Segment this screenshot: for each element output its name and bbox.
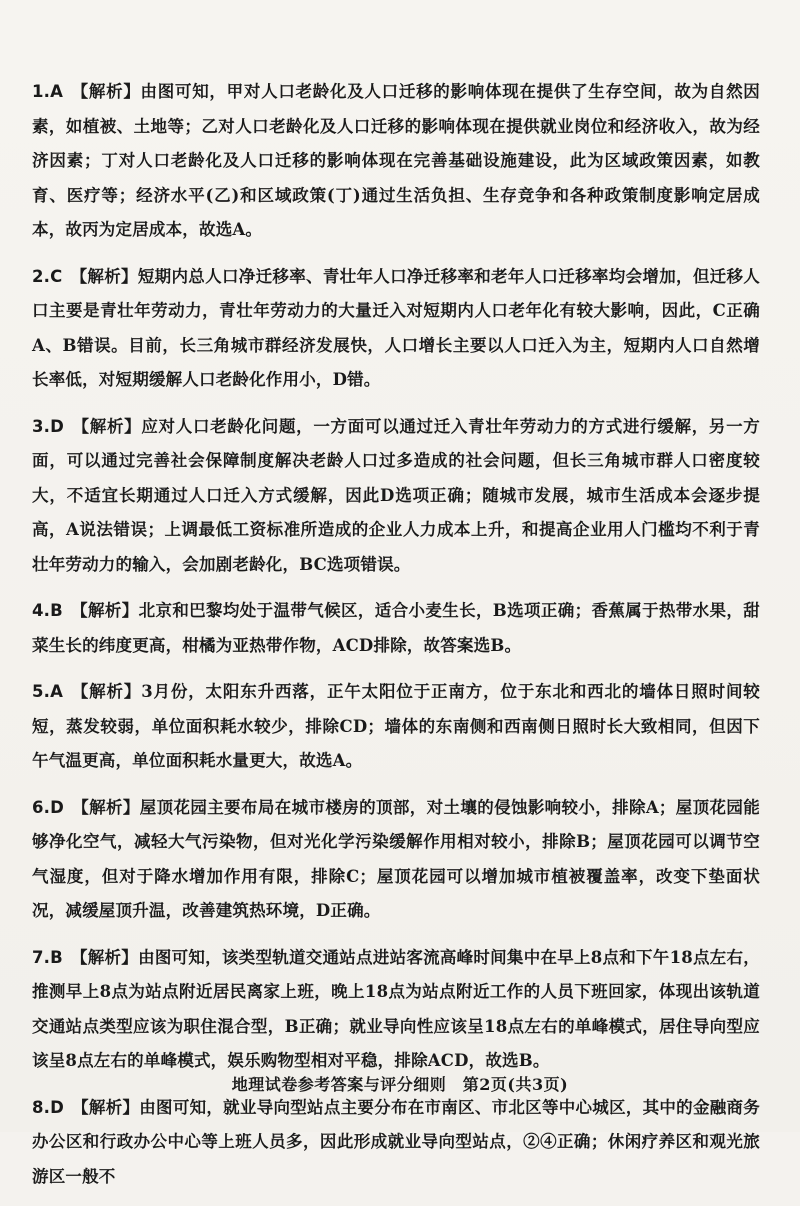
- analysis-tag: 【解析】: [72, 797, 140, 817]
- answer-item-7: [32, 941, 760, 1079]
- item-number: 2.: [32, 266, 51, 286]
- item-answer: A: [50, 682, 64, 701]
- answer-item-1: [32, 75, 760, 248]
- answer-list: [32, 75, 760, 1206]
- analysis-tag: 【解析】: [70, 947, 139, 967]
- analysis-tag: 【解析】: [71, 682, 142, 701]
- item-answer: A: [50, 82, 64, 101]
- item-number: 3.: [32, 416, 51, 436]
- item-answer: D: [50, 1097, 65, 1117]
- item-explanation: 由图可知，甲对人口老龄化及人口迁移的影响体现在提供了生存空间，故为自然因素，如植被、土地等；乙对人口老龄化及人口迁移的影响体现在提供就业岗位和经济收入，故为经济因素；丁对人口老龄化及人口迁移的影响体现在完善基础设施建设，此为区域政策因素，如教育、医疗等；经济水平(乙)和区域政策(丁)通过生活负担、生存竞争和各种政策制度影响定居成本，故丙为定居成本，故选A。: [32, 82, 760, 239]
- item-answer: D: [50, 416, 65, 436]
- answer-item-6: [32, 791, 760, 929]
- analysis-tag: 【解析】: [71, 82, 141, 101]
- item-explanation: 应对人口老龄化问题，一方面可以通过迁入青壮年劳动力的方式进行缓解，另一方面，可以通过完善社会保障制度解决老龄人口过多造成的社会问题，但长三角城市群人口密度较大，不适宜长期通过人口迁入方式缓解，因此D选项正确；随城市发展，城市生活成本会逐步提高，A说法错误；上调最低工资标准所造成的企业人力成本上升，和提高企业用人门槛均不利于青壮年劳动力的输入，会加剧老龄化，BC选项错误。: [32, 416, 760, 574]
- answer-item-5: [32, 675, 760, 779]
- answer-item-4: [32, 594, 760, 663]
- item-number: 6.: [32, 797, 51, 817]
- answer-item-2: [32, 260, 760, 398]
- item-explanation: 短期内总人口净迁移率、青壮年人口净迁移率和老年人口迁移率均会增加，但迁移人口主要是青壮年劳动力，青壮年劳动力的大量迁入对短期内人口老年化有较大影响，因此，C正确 A、B错误。目前，长三角城市群经济发展快，人口增长主要以人口迁入为主，短期内人口自然增长率低，对短期缓解人口老龄化作用小，D错。: [32, 266, 760, 389]
- item-explanation: 屋顶花园主要布局在城市楼房的顶部，对土壤的侵蚀影响较小，排除A；屋顶花园能够净化空气，减轻大气污染物，但对光化学污染缓解作用相对较小，排除B；屋顶花园可以调节空气湿度，但对于降水增加作用有限，排除C；屋顶花园可以增加城市植被覆盖率，改变下垫面状况，减缓屋顶升温，改善建筑热环境，D正确。: [32, 797, 760, 920]
- item-explanation: 3月份，太阳东升西落，正午太阳位于正南方，位于东北和西北的墙体日照时间较短，蒸发较弱，单位面积耗水较少，排除CD；墙体的东南侧和西南侧日照时长大致相同，但因下午气温更高，单位面积耗水量更大，故选A。: [32, 682, 760, 770]
- item-answer: D: [50, 797, 65, 817]
- analysis-tag: 【解析】: [70, 266, 138, 286]
- answer-item-8: [32, 1091, 760, 1195]
- item-number: 5.: [32, 682, 51, 701]
- analysis-tag: 【解析】: [72, 1097, 140, 1117]
- answer-item-3: [32, 410, 760, 583]
- item-explanation: 由图可知，就业导向型站点主要分布在市南区、市北区等中心城区，其中的金融商务办公区和行政办公中心等上班人员多，因此形成就业导向型站点，②④正确；休闲疗养区和观光旅游区一般不: [32, 1097, 760, 1186]
- analysis-tag: 【解析】: [72, 416, 142, 436]
- item-explanation: 北京和巴黎均处于温带气候区，适合小麦生长，B选项正确；香蕉属于热带水果，甜菜生长的纬度更高，柑橘为亚热带作物，ACD排除，故答案选B。: [32, 601, 760, 655]
- item-explanation: 由图可知，该类型轨道交通站点进站客流高峰时间集中在早上8点和下午18点左右，推测早上8点为站点附近居民离家上班，晚上18点为站点附近工作的人员下班回家，体现出该轨道交通站点类型应该为职住混合型，B正确；就业导向性应该呈18点左右的单峰模式，居住导向型应该呈8点左右的单峰模式，娱乐购物型相对平稳，排除ACD，故选B。: [32, 947, 760, 1070]
- analysis-tag: 【解析】: [70, 601, 139, 620]
- item-number: 7.: [32, 947, 51, 967]
- page-footer: 地理试卷参考答案与评分细则 第2页(共3页): [231, 1075, 569, 1094]
- item-answer: B: [50, 601, 63, 620]
- item-number: 4.: [32, 601, 51, 620]
- item-number: 8.: [32, 1097, 51, 1117]
- item-answer: B: [50, 947, 63, 967]
- item-answer: C: [50, 266, 63, 286]
- item-number: 1.: [32, 82, 51, 101]
